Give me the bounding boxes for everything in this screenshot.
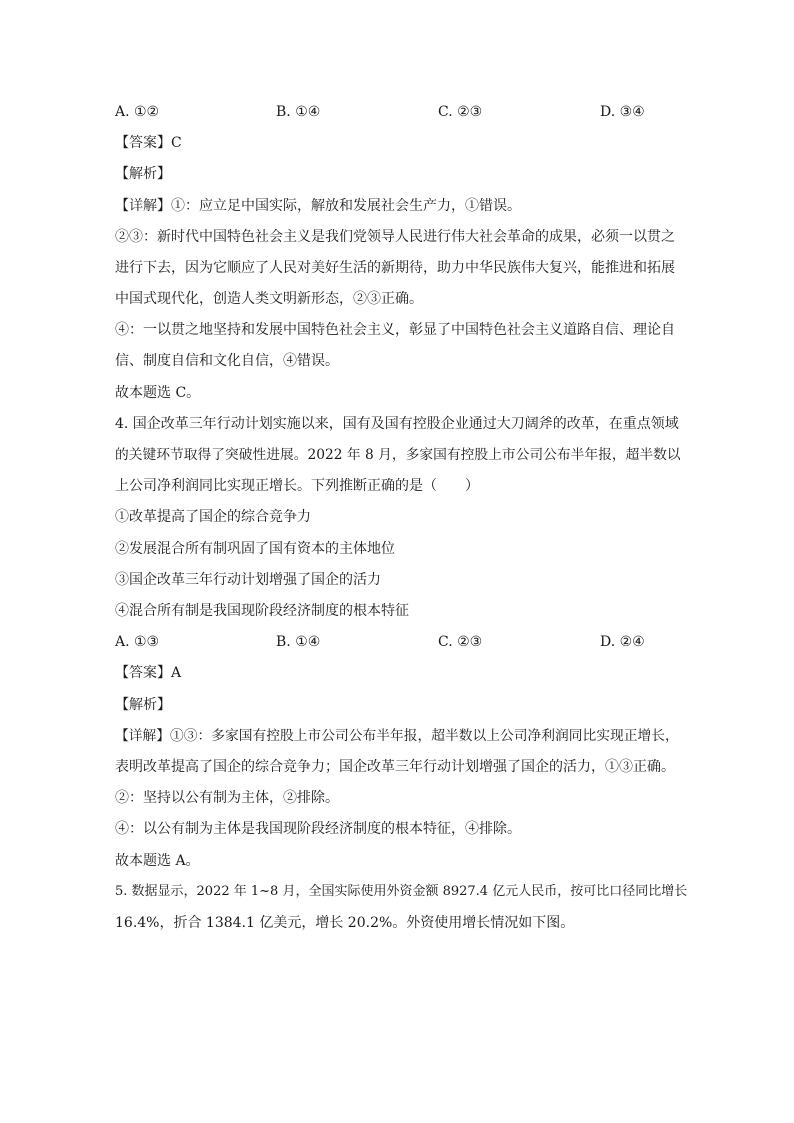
q4-item: ②发展混合所有制巩固了国有资本的主体地位 bbox=[115, 541, 395, 557]
q3-detail-line: 进行下去，因为它顺应了人民对美好生活的新期待，助力中华民族伟大复兴，能推进和拓展 bbox=[115, 260, 675, 276]
q4-detail-line: 【详解】①③：多家国有控股上市公司公布半年报，超半数以上公司净利润同比实现正增长， bbox=[115, 728, 679, 744]
q4-answer: 【答案】A bbox=[115, 665, 182, 681]
q4-option-c: C. ②③ bbox=[438, 634, 483, 650]
q4-item: ①改革提高了国企的综合竞争力 bbox=[115, 509, 311, 525]
q4-detail-line: ④：以公有制为主体是我国现阶段经济制度的根本特征，④排除。 bbox=[115, 821, 521, 837]
q4-stem-line: 4. 国企改革三年行动计划实施以来，国有及国有控股企业通过大刀阔斧的改革，在重点领域 bbox=[115, 416, 679, 432]
q3-detail-line: ②③：新时代中国特色社会主义是我们党领导人民进行伟大社会革命的成果，必须一以贯之 bbox=[115, 229, 675, 245]
q3-option-d: D. ③④ bbox=[600, 104, 645, 120]
q3-detail-line: ④：一以贯之地坚持和发展中国特色社会主义，彰显了中国特色社会主义道路自信、理论自 bbox=[115, 322, 675, 338]
q3-detail-line: 中国式现代化，创造人类文明新形态，②③正确。 bbox=[115, 291, 423, 307]
q4-detail-line: ②：坚持以公有制为主体，②排除。 bbox=[115, 790, 339, 806]
q4-option-d: D. ②④ bbox=[600, 634, 645, 650]
q4-conclusion: 故本题选 A。 bbox=[115, 853, 200, 869]
q4-item: ④混合所有制是我国现阶段经济制度的根本特征 bbox=[115, 603, 409, 619]
q4-item: ③国企改革三年行动计划增强了国企的活力 bbox=[115, 572, 381, 588]
q5-stem-line: 5. 数据显示，2022 年 1~8 月，全国实际使用外资金额 8927.4 亿元人民币，按可比口径同比增长 bbox=[115, 884, 688, 899]
q3-option-c: C. ②③ bbox=[438, 104, 483, 120]
q4-stem-line: 上公司净利润同比实现正增长。下列推断正确的是（ ） bbox=[115, 478, 479, 494]
q4-detail-line: 表明改革提高了国企的综合竞争力；国企改革三年行动计划增强了国企的活力，①③正确。 bbox=[115, 759, 675, 775]
q4-option-b: B. ①④ bbox=[276, 634, 321, 650]
q4-stem-line: 的关键环节取得了突破性进展。2022 年 8 月，多家国有控股上市公司公布半年报，超半数以 bbox=[115, 447, 681, 463]
q3-option-b: B. ①④ bbox=[276, 104, 321, 120]
q4-analysis-heading: 【解析】 bbox=[115, 697, 171, 713]
q3-option-a: A. ①② bbox=[115, 104, 160, 120]
q3-analysis-heading: 【解析】 bbox=[115, 166, 171, 182]
q4-option-a: A. ①③ bbox=[115, 634, 160, 650]
q3-answer: 【答案】C bbox=[115, 135, 182, 151]
q3-conclusion: 故本题选 C。 bbox=[115, 385, 201, 401]
q3-detail-line: 信、制度自信和文化自信，④错误。 bbox=[115, 353, 339, 369]
q3-detail-line: 【详解】①：应立足中国实际，解放和发展社会生产力，①错误。 bbox=[115, 198, 521, 214]
q5-stem-line: 16.4%，折合 1384.1 亿美元，增长 20.2%。外资使用增长情况如下图。 bbox=[115, 915, 575, 931]
